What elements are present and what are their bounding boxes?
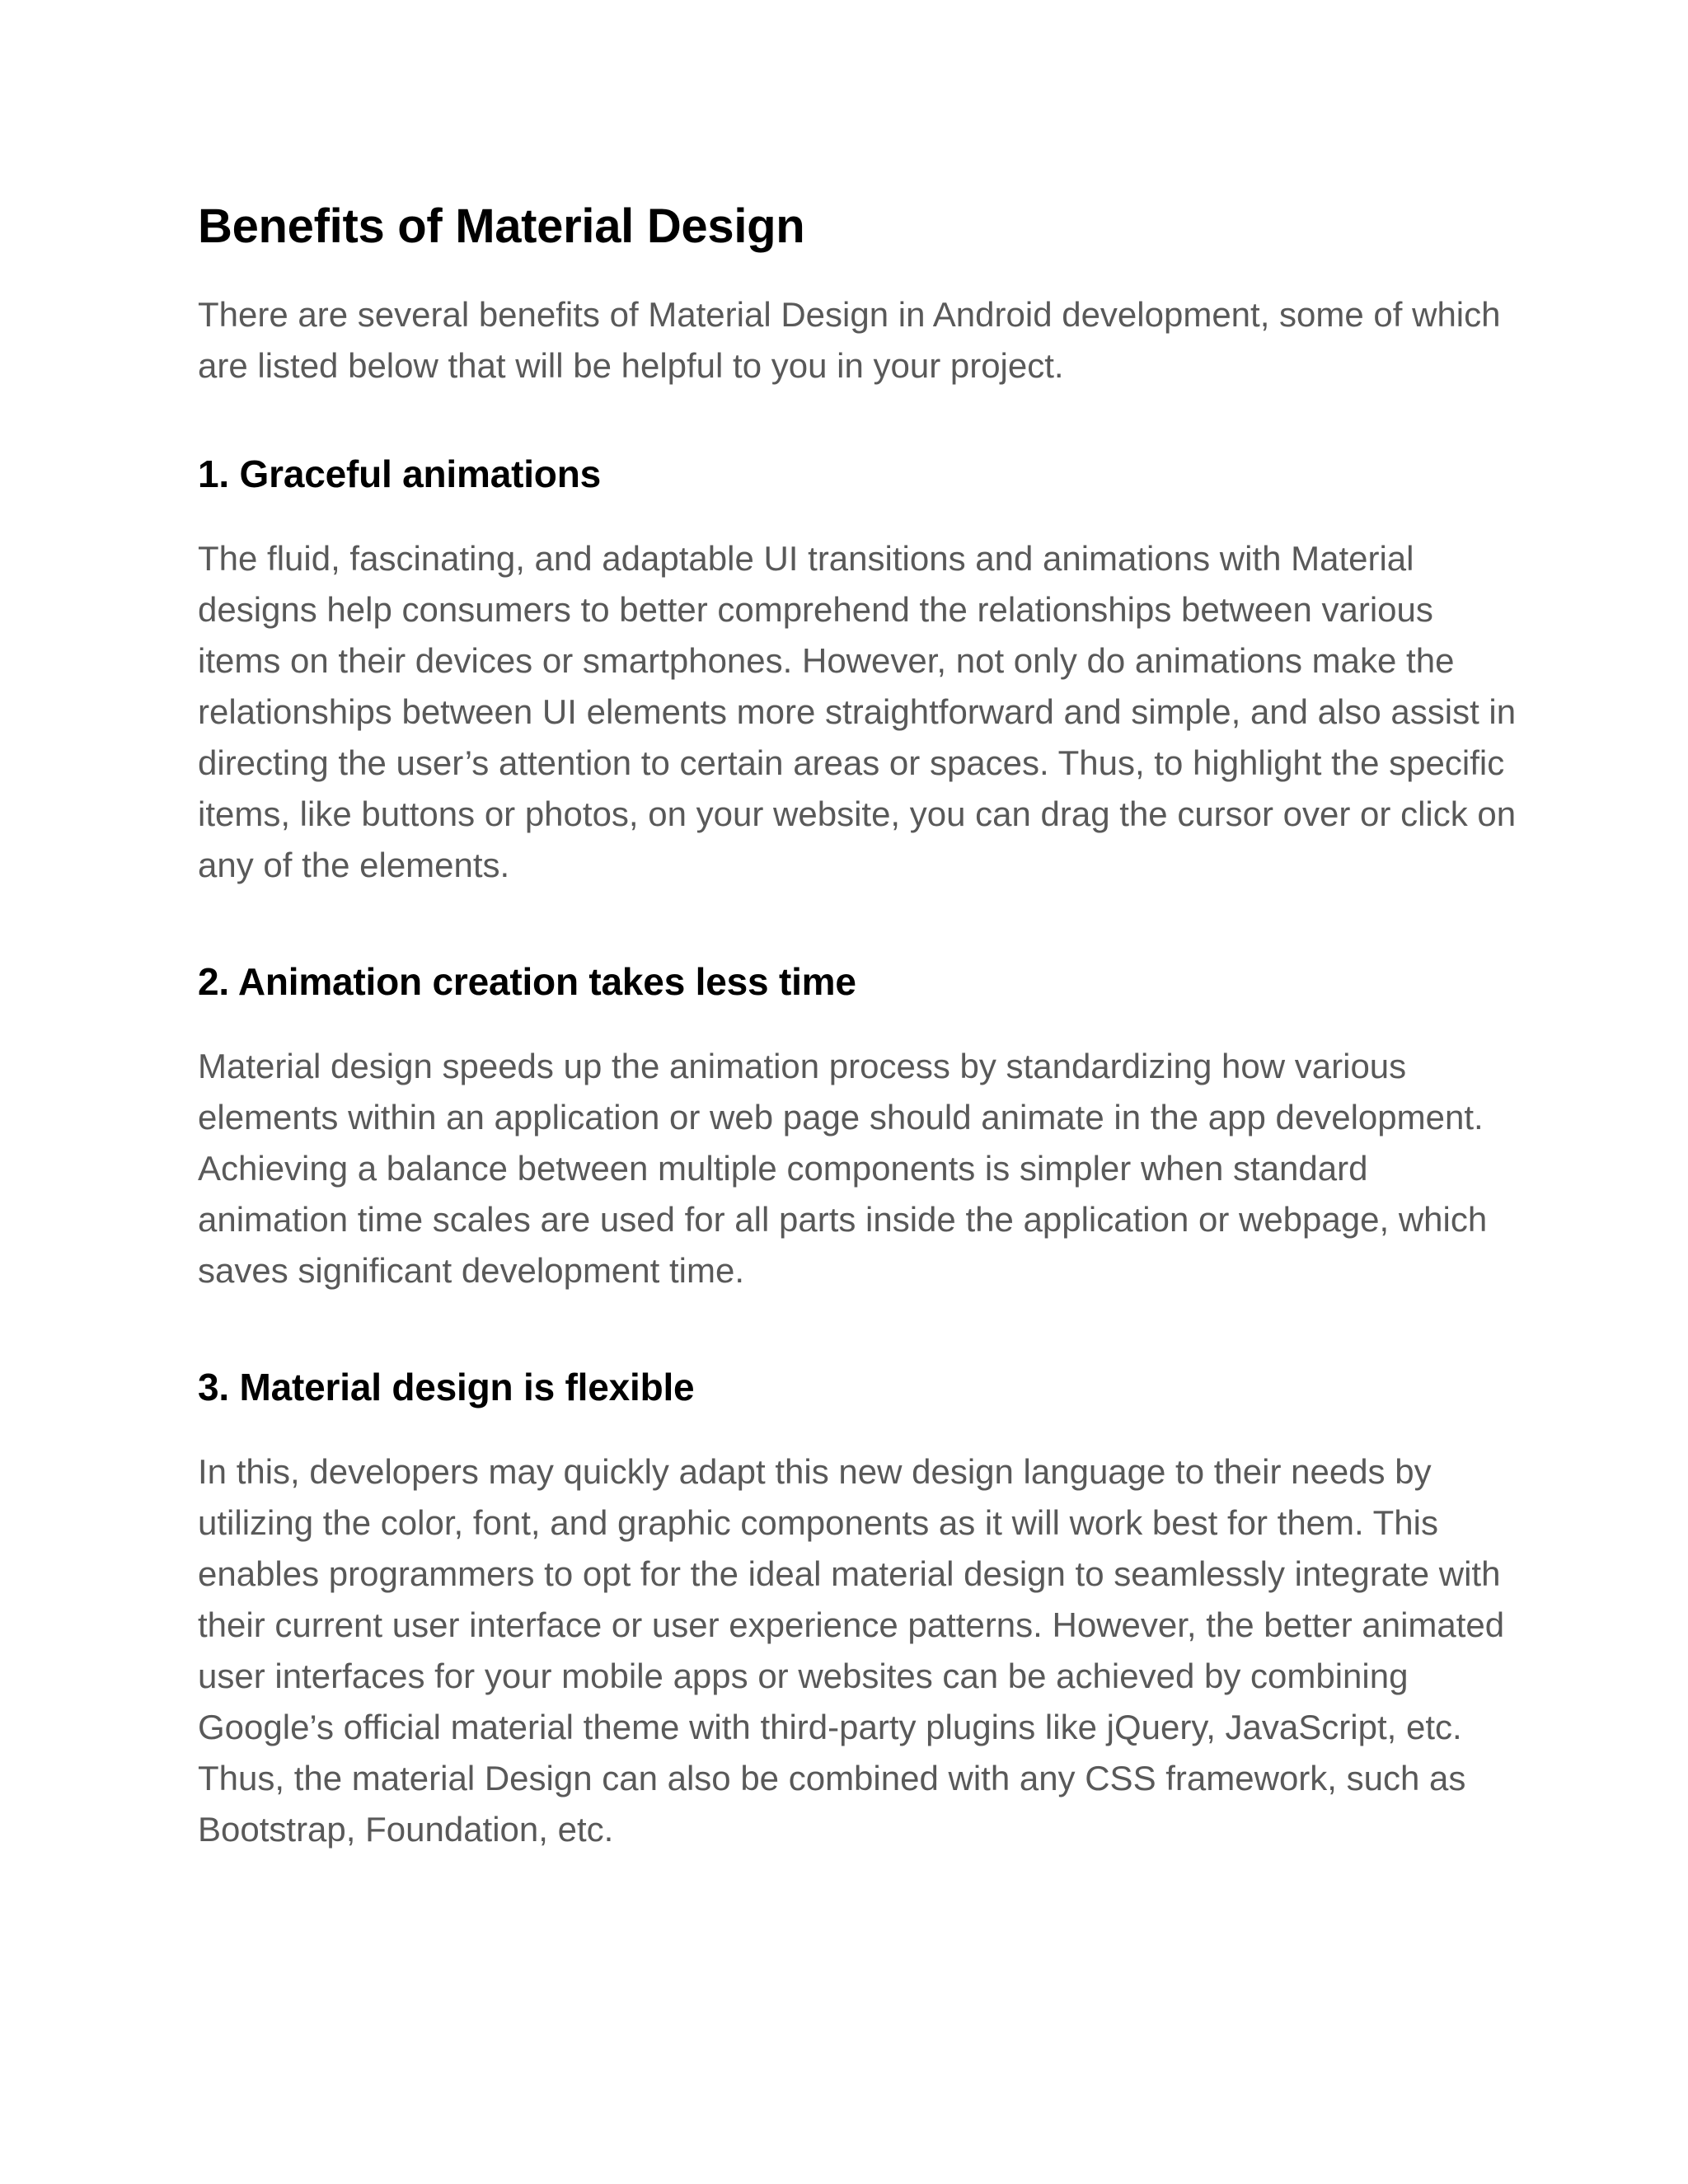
document-page <box>198 194 1517 1855</box>
section-body-graceful-animations: The fluid, fascinating, and adaptable UI transitions and animations with Material designs help consumers to better comprehend the relationships between various items on their devices or smartphones. However, not only do animations make the relationships between UI elements more straightforward and simple, and also assist in directing the user’s attention to certain areas or spaces. Thus, to highlight the specific items, like buttons or photos, on your website, you can drag the cursor over or click on any of the elements. <box>198 539 1517 884</box>
section-heading-graceful-animations: 1. Graceful animations <box>198 452 601 495</box>
page-title: Benefits of Material Design <box>198 199 805 253</box>
section-heading-animation-creation: 2. Animation creation takes less time <box>198 960 856 1003</box>
intro-paragraph: There are several benefits of Material Design in Android development, some of which are listed below that will be helpful to you in your project. <box>198 295 1501 385</box>
section-heading-flexible: 3. Material design is flexible <box>198 1366 695 1408</box>
section-body-animation-creation: Material design speeds up the animation process by standardizing how various elements within an application or web page should animate in the app development. Achieving a balance between multiple components is simpler when standard animation time scales are used for all parts inside the application or webpage, which saves significant development time. <box>198 1047 1488 1290</box>
section-body-flexible: In this, developers may quickly adapt this new design language to their needs by utilizing the color, font, and graphic components as it will work best for them. This enables programmers to opt for the ideal material design to seamlessly integrate with their current user interface or user experience patterns. However, the better animated user interfaces for your mobile apps or websites can be achieved by combining Google’s official material theme with third-party plugins like jQuery, JavaScript, etc. Thus, the material Design can also be combined with any CSS framework, such as Bootstrap, Foundation, etc. <box>198 1452 1505 1849</box>
